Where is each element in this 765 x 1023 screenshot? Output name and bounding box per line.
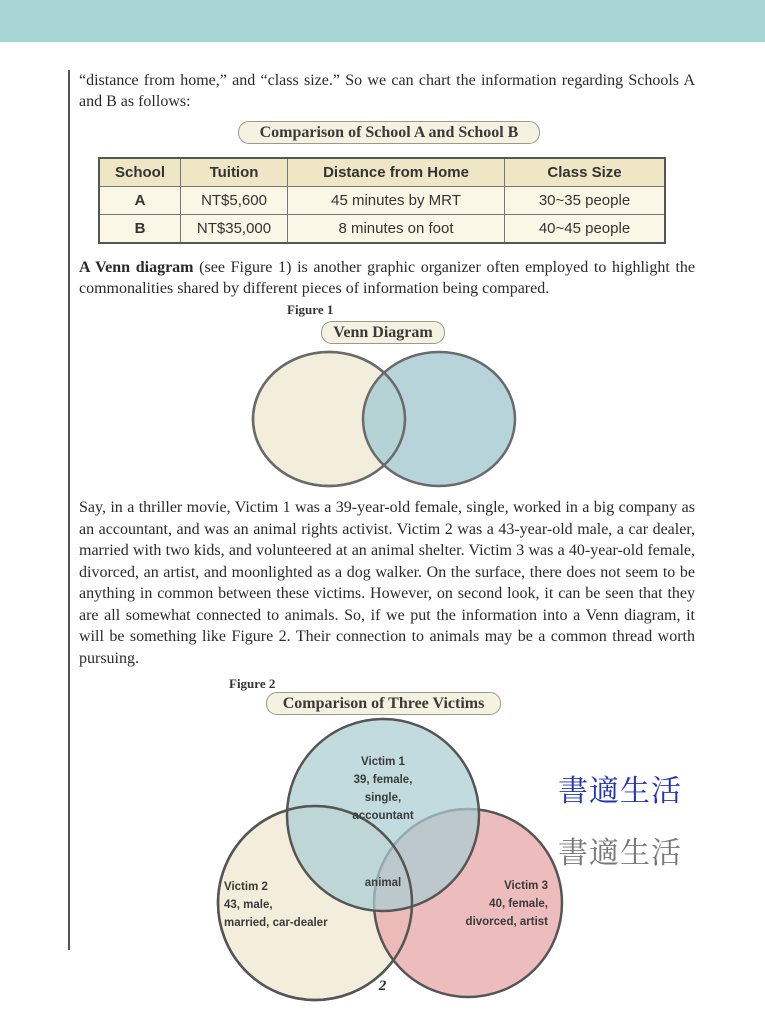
table-cell: A	[99, 187, 181, 215]
venn-description: (see Figure 1) is another graphic organizer often employed to highlight the commonalities shared by different pieces of information being compared.	[79, 259, 695, 297]
table-cell: 40~45 people	[505, 215, 666, 244]
center-label: animal	[364, 877, 402, 889]
header-cell: Tuition	[181, 158, 288, 187]
victim1-detail: 39, female,	[353, 774, 413, 786]
venn1-right-circle	[363, 352, 515, 486]
table-cell: 30~35 people	[505, 187, 666, 215]
victim3-name: Victim 3	[504, 880, 548, 892]
figure1-label: Figure 1	[287, 302, 334, 317]
victim2-detail: 43, male,	[224, 899, 273, 911]
victim1-name: Victim 1	[361, 756, 405, 768]
intro-paragraph: “distance from home,” and “class size.” So we can chart the information regarding Schools A and B as follows:	[79, 72, 695, 110]
table-cell: NT$5,600	[181, 187, 288, 215]
header-cell: Distance from Home	[288, 158, 505, 187]
victim2-name: Victim 2	[224, 881, 268, 893]
table-cell: B	[99, 215, 181, 244]
victim1-detail: single,	[364, 792, 402, 804]
figure2-label: Figure 2	[229, 676, 276, 691]
watermark-blue: 書適生活	[558, 774, 682, 809]
table-cell: NT$35,000	[181, 215, 288, 244]
victim3-detail: divorced, artist	[465, 916, 548, 928]
page-number: 2	[378, 978, 387, 994]
victim3-detail: 40, female,	[489, 898, 548, 910]
watermark-gray: 書適生活	[558, 836, 682, 871]
story-paragraph: Say, in a thriller movie, Victim 1 was a 39-year-old female, single, worked in a big company as an accountant, and was an animal rights activist. Victim 2 was a 43-year-old male, a car dealer, married with two kids, and volunteered at an animal shelter. Victim 3 was a 40-year-old female, divorced, an artist, and moonlighted as a dog walker. On the surface, there does not seem to be anything in common between these victims. However, on second look, it can be seen that they are all somewhat connected to animals. So, if we put the information into a Venn diagram, it will be something like Figure 2. Their connection to animals may be a common thread worth pursuing.	[79, 499, 695, 667]
victim2-detail: married, car-dealer	[224, 917, 328, 929]
header-cell: Class Size	[505, 158, 666, 187]
figure1-title: Venn Diagram	[321, 321, 445, 344]
table-cell: 45 minutes by MRT	[288, 187, 505, 215]
venn-term: A Venn diagram	[79, 259, 194, 276]
table-cell: 8 minutes on foot	[288, 215, 505, 244]
figure2-title: Comparison of Three Victims	[266, 692, 501, 715]
victim1-detail: accountant	[352, 810, 414, 822]
table-title: Comparison of School A and School B	[238, 121, 540, 144]
header-cell: School	[99, 158, 181, 187]
